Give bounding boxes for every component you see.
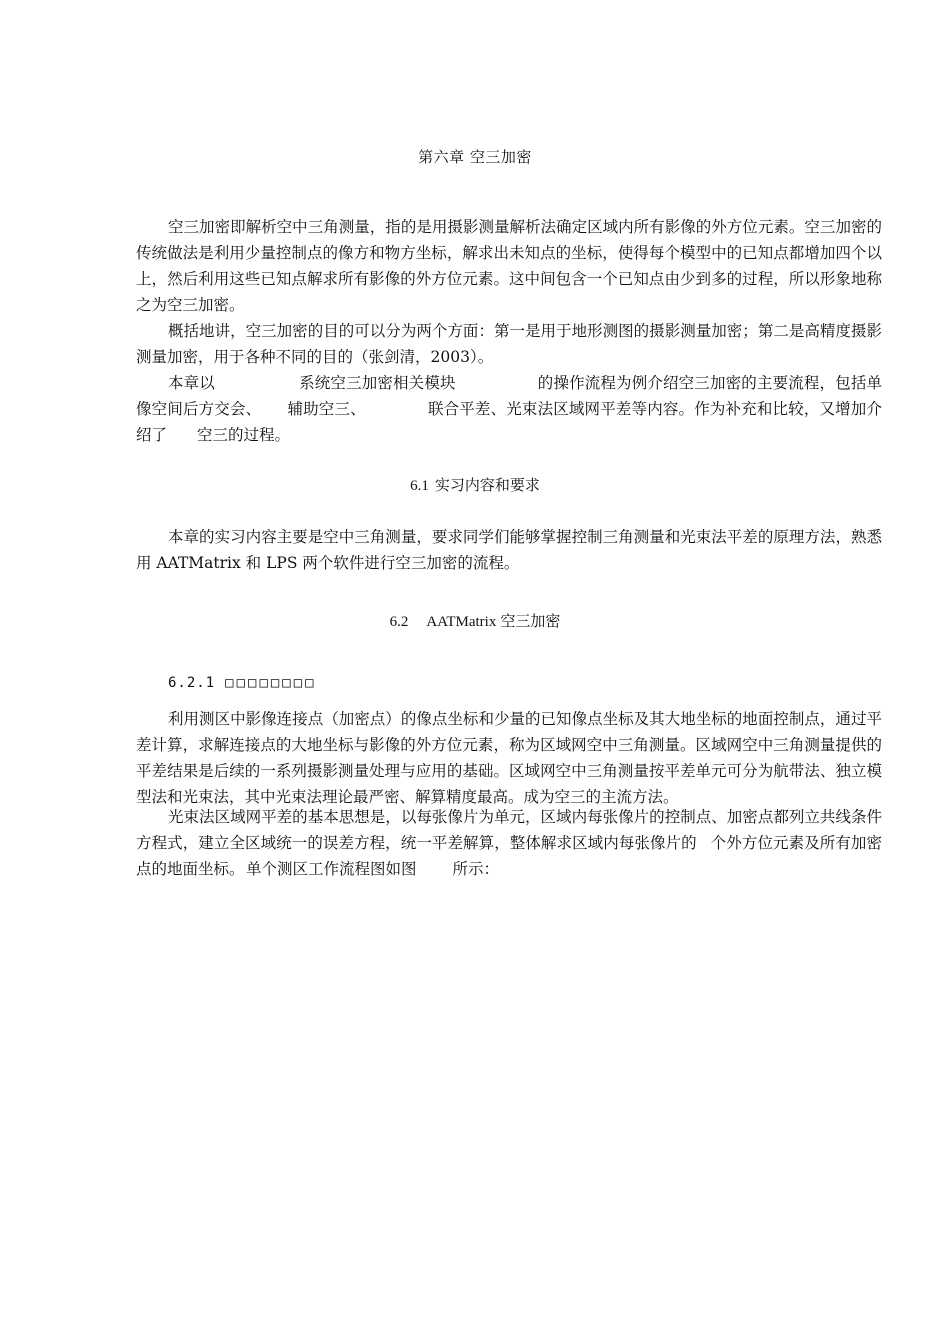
intro-p3-part-a: 本章以 xyxy=(168,374,215,392)
intro-paragraph-1: 空三加密即解析空中三角测量，指的是用摄影测量解析法确定区域内所有影像的外方位元素。空三加密的传统做法是利用少量控制点的像方和物方坐标，解求出未知点的坐标，使得每个模型中的已知点都增加四个以上，然后利用这些已知点解求所有影像的外方位元素。这中间包含一个已知点由少到多的过程，所以形象地称之为空三加密。 xyxy=(136,218,882,314)
intro-p3-part-b: 系统空三加密相关模块 xyxy=(298,374,456,392)
section-6-1-heading xyxy=(0,474,950,495)
subsection-6-2-1-number: 6.2.1 xyxy=(168,675,216,691)
intro-p3-part-c: 的操作流程为例介绍空三加密的主要流程，包括单像空间后方交会、 xyxy=(136,374,882,418)
intro-p3-part-f: 空三的过程。 xyxy=(197,426,291,444)
intro-p3-part-d: 辅助空三、 xyxy=(287,400,366,418)
section-6-2-title-latin: AATMatrix xyxy=(426,614,497,630)
section-6-2-heading xyxy=(0,610,950,631)
subsection-p2-part-a: 光束法区域网平差的基本思想是，以每张像片为单元，区域内每张像片的控制点、加密点都列立共线条件方程式，建立全区域统一的误差方程，统一平差解算，整体解求区域内每张像片的 xyxy=(136,808,882,852)
section-6-1-number: 6.1 xyxy=(410,478,429,494)
intro-paragraph-2: 概括地讲，空三加密的目的可以分为两个方面：第一是用于地形测图的摄影测量加密；第二是高精度摄影测量加密，用于各种不同的目的（张剑清，2003）。 xyxy=(136,322,882,366)
subsection-6-2-1-paragraph-1: 利用测区中影像连接点（加密点）的像点坐标和少量的已知像点坐标及其大地坐标的地面控制点，通过平差计算，求解连接点的大地坐标与影像的外方位元素，称为区域网空中三角测量。区域网空中三角测量提供的平差结果是后续的一系列摄影测量处理与应用的基础。区域网空中三角测量按平差单元可分为航带法、独立模型法和光束法，其中光束法理论最严密、解算精度最高。成为空三的主流方法。 xyxy=(136,710,882,806)
figure-reference-part-b: 所示： xyxy=(452,860,500,878)
subsection-6-2-1-heading xyxy=(168,675,317,691)
section-6-2-title-cjk: 空三加密 xyxy=(500,612,561,630)
subsection-p2-part-b: 个外方位元素及所有加密点的地面坐标。 xyxy=(136,834,882,878)
intro-paragraph-3 xyxy=(136,370,882,448)
intro-p3-part-e: 联合平差、光束法区域网平差等内容。作为补充和比较，又增加介绍了 xyxy=(136,400,882,444)
subsection-6-2-1-title: □□□□□□□□ xyxy=(225,675,317,691)
chapter-title: 第六章 空三加密 xyxy=(418,148,532,166)
section-6-1-title: 实习内容和要求 xyxy=(434,476,540,494)
section-6-2-number: 6.2 xyxy=(389,614,409,630)
figure-reference-part-a: 单个测区工作流程图如图 xyxy=(246,860,417,878)
figure-reference-line xyxy=(246,856,499,882)
section-6-1-body: 本章的实习内容主要是空中三角测量，要求同学们能够掌握控制三角测量和光束法平差的原理方法，熟悉用 AATMatrix 和 LPS 两个软件进行空三加密的流程。 xyxy=(136,528,882,572)
